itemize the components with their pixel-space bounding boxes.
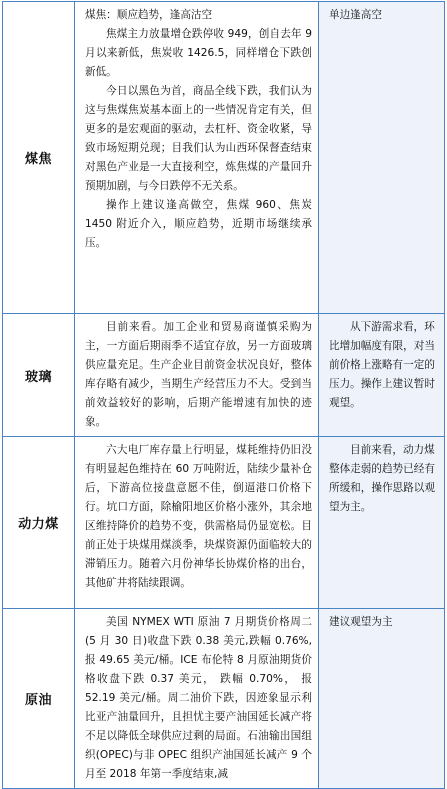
advice-text: 从下游需求看，环比增加幅度有限，对当前价格上涨略有一定的压力。操作上建议暂时观望。 bbox=[329, 321, 435, 409]
analysis-paragraph: 目前来看。加工企业和贸易商谨慎采购为主，一方面后期雨季不适宜存放，另一方面玻璃供应量充足。生产企业目前资金状况良好，整体库存略有减少，当期生产经营压力不大。受到当前效益较好的影响，后期产能增速有加快的迹象。 bbox=[85, 321, 312, 428]
commodity-analysis-table bbox=[2, 1, 445, 789]
commodity-name-cell bbox=[3, 2, 75, 314]
analysis-paragraph: 今日以黑色为首，商品全线下跌，我们认为这与焦煤焦炭基本面上的一些情况肯定有关，但更多的是宏观面的驱动，去杠杆、资金收紧，导致市场短期兑现；目我们认为山西环保督查结束对黑色产业是一大直接利空，炼焦煤的产量回升预期加剧，与今日跌停不无关系。 bbox=[85, 85, 312, 192]
analysis-paragraph: 操作上建议逢高做空，焦煤 960、焦炭1450 附近介入，顺应趋势，近期市场继续承压。 bbox=[85, 199, 312, 249]
commodity-name: 动力煤 bbox=[18, 517, 59, 532]
analysis-cell bbox=[75, 609, 319, 789]
advice-cell bbox=[319, 2, 445, 314]
table-row-coking-coal bbox=[3, 2, 445, 314]
analysis-paragraph: 焦煤主力放量增仓跌停收 949，创自去年 9 月以来新低，焦炭收 1426.5，同样增仓下跌创新低。 bbox=[85, 28, 312, 78]
table-row-thermal-coal bbox=[3, 437, 445, 609]
advice-text: 建议观望为主 bbox=[329, 616, 393, 628]
table-row-crude-oil bbox=[3, 609, 445, 789]
advice-cell bbox=[319, 609, 445, 789]
table-row-glass bbox=[3, 314, 445, 437]
commodity-name-cell bbox=[3, 437, 75, 609]
commodity-name: 原油 bbox=[24, 693, 52, 708]
advice-cell bbox=[319, 437, 445, 609]
analysis-cell bbox=[75, 2, 319, 314]
analysis-paragraph: 煤焦：顺应趋势，逢高沽空 bbox=[85, 9, 213, 21]
advice-text: 目前来看，动力煤整体走弱的趋势已经有所缓和，操作思路以观望为主。 bbox=[329, 444, 435, 513]
commodity-name-cell bbox=[3, 314, 75, 437]
analysis-cell bbox=[75, 314, 319, 437]
commodity-name: 玻璃 bbox=[24, 369, 52, 385]
analysis-cell bbox=[75, 437, 319, 609]
commodity-name: 煤焦 bbox=[24, 152, 52, 167]
advice-text: 单边逢高空 bbox=[329, 9, 382, 21]
advice-cell bbox=[319, 314, 445, 437]
analysis-paragraph: 美国 NYMEX WTI 原油 7 月期货价格周二(5 月 30 日)收盘下跌 0.38 美元,跌幅 0.76%,报 49.65 美元/桶。ICE 布伦特 8 月原油期货价格收盘下跌 0.37 美元， 跌幅 0.70%， 报 52.19 美元/桶。周二油价下跌，因迹象显示利比亚产油量回升，且担忧主要产油国延长减产将不足以降低全球供应过剩的局面。石油输出国组织(OPEC)与非 OPEC 组织产油国延长减产 9 个月至 2018 年第一季度结束,减 bbox=[85, 616, 312, 780]
commodity-name-cell bbox=[3, 609, 75, 789]
analysis-paragraph: 六大电厂库存量上行明显，煤耗维持仍旧没有明显起色维持在 60 万吨附近，陆续少量补仓后，下游高位接盘意愿不佳，倒逼港口价格下行。坑口方面，除榆阳地区价格小涨外，其余地区维持降价的趋势不变，供需格局仍显宽松。目前正处于块煤用煤淡季，块煤资源仍面临较大的滞销压力。随着六月份神华长协煤价格的出台，其他矿井将陆续跟调。 bbox=[85, 444, 312, 589]
